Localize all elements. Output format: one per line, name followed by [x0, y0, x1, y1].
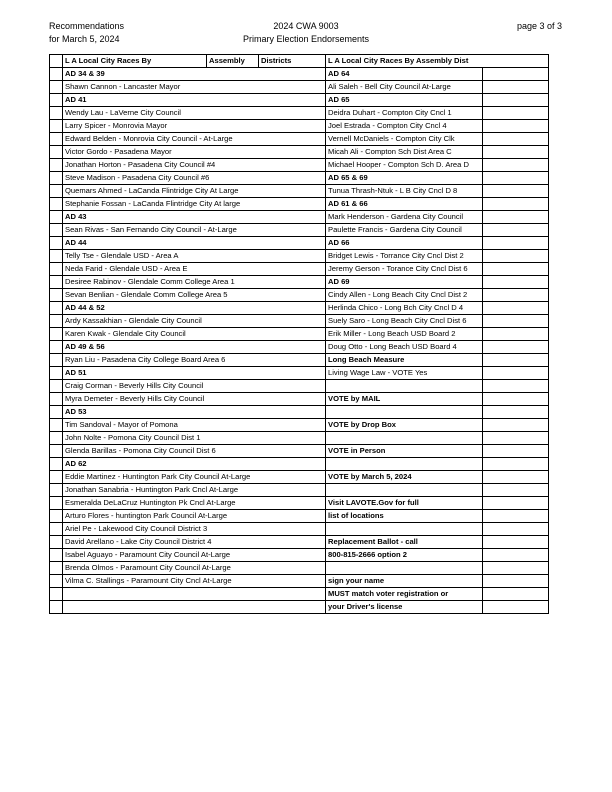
right-extra-cell	[483, 328, 549, 341]
index-cell	[50, 211, 63, 224]
right-extra-cell	[483, 497, 549, 510]
right-extra-cell	[483, 419, 549, 432]
right-extra-cell	[483, 250, 549, 263]
index-cell	[50, 497, 63, 510]
right-entry-cell	[326, 523, 483, 536]
right-entry-cell: Replacement Ballot - call	[326, 536, 483, 549]
table-row	[50, 224, 549, 237]
left-entry-cell: AD 49 & 56	[63, 341, 326, 354]
right-extra-cell	[483, 263, 549, 276]
table-row	[50, 237, 549, 250]
left-entry-cell: David Arellano - Lake City Council District 4	[63, 536, 326, 549]
table-row	[50, 133, 549, 146]
left-entry-cell: Telly Tse - Glendale USD - Area A	[63, 250, 326, 263]
left-entry-cell: AD 44 & 52	[63, 302, 326, 315]
left-entry-cell: Jonathan Horton - Pasadena City Council #4	[63, 159, 326, 172]
left-entry-cell: Larry Spicer - Monrovia Mayor	[63, 120, 326, 133]
index-cell	[50, 120, 63, 133]
table-row	[50, 107, 549, 120]
table-row	[50, 315, 549, 328]
right-extra-cell	[483, 81, 549, 94]
table-row	[50, 445, 549, 458]
header-center	[232, 20, 380, 46]
right-entry-cell	[326, 562, 483, 575]
table-row	[50, 471, 549, 484]
index-cell	[50, 237, 63, 250]
right-entry-cell: Vernell McDaniels - Compton City Clk	[326, 133, 483, 146]
right-entry-cell: VOTE by March 5, 2024	[326, 471, 483, 484]
right-entry-cell: Joel Estrada - Compton City Cncl 4	[326, 120, 483, 133]
right-extra-cell	[483, 354, 549, 367]
right-entry-cell: AD 66	[326, 237, 483, 250]
left-entry-cell: Sevan Benlian - Glendale Comm College Area 5	[63, 289, 326, 302]
right-entry-cell: MUST match voter registration or	[326, 588, 483, 601]
table-row	[50, 588, 549, 601]
right-extra-cell	[483, 107, 549, 120]
index-cell	[50, 549, 63, 562]
left-column-header: L A Local City Races By	[63, 55, 207, 68]
index-cell	[50, 133, 63, 146]
index-cell	[50, 367, 63, 380]
right-extra-cell	[483, 484, 549, 497]
index-cell	[50, 588, 63, 601]
election-date-label: for March 5, 2024	[49, 34, 120, 44]
right-extra-cell	[483, 393, 549, 406]
right-extra-cell	[483, 549, 549, 562]
right-extra-cell	[483, 432, 549, 445]
left-entry-cell: Quemars Ahmed - LaCanda Flintridge City At Large	[63, 185, 326, 198]
table-row	[50, 276, 549, 289]
left-entry-cell: Esmeralda DeLaCruz Huntington Pk Cncl At-Large	[63, 497, 326, 510]
right-entry-cell: Herlinda Chico - Long Bch City Cncl D 4	[326, 302, 483, 315]
index-cell	[50, 419, 63, 432]
table-row	[50, 419, 549, 432]
index-cell	[50, 432, 63, 445]
right-entry-cell: Michael Hooper - Compton Sch D. Area D	[326, 159, 483, 172]
right-extra-cell	[483, 588, 549, 601]
right-entry-cell: AD 65 & 69	[326, 172, 483, 185]
left-entry-cell	[63, 601, 326, 614]
table-row	[50, 211, 549, 224]
right-entry-cell: AD 61 & 66	[326, 198, 483, 211]
right-entry-cell: AD 64	[326, 68, 483, 81]
table-row	[50, 562, 549, 575]
right-entry-cell: Micah Ali - Compton Sch Dist Area C	[326, 146, 483, 159]
left-entry-cell: Victor Gordo - Pasadena Mayor	[63, 146, 326, 159]
table-row	[50, 94, 549, 107]
right-extra-cell	[483, 276, 549, 289]
table-row	[50, 575, 549, 588]
header-left	[49, 20, 124, 46]
right-entry-cell: Jeremy Gerson - Torance City Cncl Dist 6	[326, 263, 483, 276]
index-cell	[50, 276, 63, 289]
table-row	[50, 536, 549, 549]
right-entry-cell: Paulette Francis - Gardena City Council	[326, 224, 483, 237]
right-extra-cell	[483, 367, 549, 380]
left-entry-cell: Ardy Kassakhian - Glendale City Council	[63, 315, 326, 328]
left-entry-cell: Sean Rivas - San Fernando City Council - At-Large	[63, 224, 326, 237]
table-row	[50, 523, 549, 536]
index-cell	[50, 393, 63, 406]
right-entry-cell: Cindy Allen - Long Beach City Cncl Dist 2	[326, 289, 483, 302]
index-cell	[50, 458, 63, 471]
right-column-header: L A Local City Races By Assembly Dist	[326, 55, 549, 68]
right-extra-cell	[483, 172, 549, 185]
right-extra-cell	[483, 94, 549, 107]
right-entry-cell	[326, 406, 483, 419]
right-extra-cell	[483, 510, 549, 523]
left-entry-cell: Karen Kwak - Glendale City Council	[63, 328, 326, 341]
right-entry-cell: VOTE in Person	[326, 445, 483, 458]
left-entry-cell: AD 44	[63, 237, 326, 250]
left-entry-cell: Myra Demeter - Beverly Hills City Council	[63, 393, 326, 406]
index-cell	[50, 380, 63, 393]
table-row	[50, 68, 549, 81]
left-entry-cell: Craig Corman - Beverly Hills City Council	[63, 380, 326, 393]
table-row	[50, 484, 549, 497]
table-row	[50, 81, 549, 94]
left-entry-cell: Eddie Martinez - Huntington Park City Council At-Large	[63, 471, 326, 484]
right-entry-cell: Visit LAVOTE.Gov for full	[326, 497, 483, 510]
right-entry-cell: sign your name	[326, 575, 483, 588]
endorsements-table	[49, 54, 549, 614]
index-cell	[50, 302, 63, 315]
left-entry-cell: Desiree Rabinov - Glendale Comm College Area 1	[63, 276, 326, 289]
right-entry-cell: AD 65	[326, 94, 483, 107]
document-subtitle: Primary Election Endorsements	[242, 34, 370, 44]
left-entry-cell: Steve Madison - Pasadena City Council #6	[63, 172, 326, 185]
index-cell	[50, 198, 63, 211]
left-entry-cell: Wendy Lau - LaVerne City Council	[63, 107, 326, 120]
right-extra-cell	[483, 341, 549, 354]
right-entry-cell: VOTE by Drop Box	[326, 419, 483, 432]
table-row	[50, 497, 549, 510]
left-entry-cell: Arturo Flores - huntington Park Council At-Large	[63, 510, 326, 523]
right-entry-cell: Bridget Lewis - Torrance City Cncl Dist 2	[326, 250, 483, 263]
right-extra-cell	[483, 562, 549, 575]
table-row	[50, 601, 549, 614]
document-title: 2024 CWA 9003	[273, 21, 339, 31]
index-cell	[50, 68, 63, 81]
right-extra-cell	[483, 471, 549, 484]
index-cell	[50, 224, 63, 237]
assembly-column-header: Assembly	[207, 55, 259, 68]
endorsements-table-body	[50, 55, 549, 614]
left-entry-cell: Edward Belden - Monrovia City Council - At-Large	[63, 133, 326, 146]
left-entry-cell: AD 34 & 39	[63, 68, 326, 81]
left-entry-cell: John Nolte - Pomona City Council Dist 1	[63, 432, 326, 445]
left-entry-cell: Jonathan Sanabria - Huntington Park Cncl At-Large	[63, 484, 326, 497]
right-entry-cell	[326, 458, 483, 471]
left-entry-cell: Shawn Cannon - Lancaster Mayor	[63, 81, 326, 94]
left-entry-cell	[63, 588, 326, 601]
index-cell	[50, 159, 63, 172]
left-entry-cell: Ryan Liu - Pasadena City College Board Area 6	[63, 354, 326, 367]
left-entry-cell: Vilma C. Stallings - Paramount City Cncl At-Large	[63, 575, 326, 588]
table-row	[50, 341, 549, 354]
left-entry-cell: Isabel Aguayo - Paramount City Council At-Large	[63, 549, 326, 562]
right-extra-cell	[483, 380, 549, 393]
right-entry-cell: Ali Saleh - Bell City Council At-Large	[326, 81, 483, 94]
right-entry-cell: VOTE by MAIL	[326, 393, 483, 406]
table-row	[50, 367, 549, 380]
right-entry-cell	[326, 484, 483, 497]
index-cell	[50, 94, 63, 107]
table-row	[50, 458, 549, 471]
right-entry-cell: Tunua Thrash-Ntuk - L B City Cncl D 8	[326, 185, 483, 198]
right-extra-cell	[483, 575, 549, 588]
index-cell	[50, 172, 63, 185]
index-cell	[50, 146, 63, 159]
index-cell	[50, 354, 63, 367]
left-entry-cell: AD 62	[63, 458, 326, 471]
left-entry-cell: AD 41	[63, 94, 326, 107]
index-cell	[50, 185, 63, 198]
right-extra-cell	[483, 458, 549, 471]
index-cell	[50, 575, 63, 588]
index-cell	[50, 406, 63, 419]
right-extra-cell	[483, 224, 549, 237]
right-extra-cell	[483, 289, 549, 302]
right-extra-cell	[483, 68, 549, 81]
right-extra-cell	[483, 536, 549, 549]
right-extra-cell	[483, 523, 549, 536]
right-entry-cell: 800-815-2666 option 2	[326, 549, 483, 562]
table-row	[50, 406, 549, 419]
right-extra-cell	[483, 445, 549, 458]
districts-column-header: Districts	[259, 55, 326, 68]
right-extra-cell	[483, 185, 549, 198]
index-cell	[50, 510, 63, 523]
right-entry-cell: Long Beach Measure	[326, 354, 483, 367]
left-entry-cell: Glenda Barillas - Pomona City Council Dist 6	[63, 445, 326, 458]
left-entry-cell: Tim Sandoval - Mayor of Pomona	[63, 419, 326, 432]
index-cell	[50, 601, 63, 614]
left-entry-cell: Stephanie Fossan - LaCanda Flintridge City At large	[63, 198, 326, 211]
left-entry-cell: AD 51	[63, 367, 326, 380]
right-entry-cell: list of locations	[326, 510, 483, 523]
table-row	[50, 354, 549, 367]
table-row	[50, 146, 549, 159]
left-entry-cell: Neda Farid - Glendale USD - Area E	[63, 263, 326, 276]
table-row	[50, 159, 549, 172]
table-row	[50, 198, 549, 211]
table-row	[50, 510, 549, 523]
right-entry-cell: Living Wage Law - VOTE Yes	[326, 367, 483, 380]
index-cell	[50, 471, 63, 484]
index-cell	[50, 289, 63, 302]
right-extra-cell	[483, 315, 549, 328]
right-entry-cell: Suely Saro - Long Beach City Cncl Dist 6	[326, 315, 483, 328]
table-row	[50, 380, 549, 393]
table-row	[50, 432, 549, 445]
right-entry-cell: your Driver's license	[326, 601, 483, 614]
table-row	[50, 549, 549, 562]
right-extra-cell	[483, 302, 549, 315]
right-entry-cell: AD 69	[326, 276, 483, 289]
index-cell	[50, 536, 63, 549]
left-entry-cell: Ariel Pe - Lakewood City Council District 3	[63, 523, 326, 536]
index-cell	[50, 341, 63, 354]
right-extra-cell	[483, 120, 549, 133]
right-entry-cell: Doug Otto - Long Beach USD Board 4	[326, 341, 483, 354]
index-cell	[50, 250, 63, 263]
index-cell	[50, 523, 63, 536]
table-row	[50, 302, 549, 315]
left-entry-cell: AD 53	[63, 406, 326, 419]
table-row	[50, 120, 549, 133]
left-entry-cell: AD 43	[63, 211, 326, 224]
table-row	[50, 263, 549, 276]
table-row	[50, 172, 549, 185]
right-extra-cell	[483, 237, 549, 250]
index-cell	[50, 81, 63, 94]
table-row	[50, 185, 549, 198]
index-cell	[50, 55, 63, 68]
right-extra-cell	[483, 211, 549, 224]
table-row	[50, 250, 549, 263]
index-cell	[50, 315, 63, 328]
right-extra-cell	[483, 133, 549, 146]
right-extra-cell	[483, 406, 549, 419]
index-cell	[50, 107, 63, 120]
right-entry-cell: Erik Miller - Long Beach USD Board 2	[326, 328, 483, 341]
right-extra-cell	[483, 146, 549, 159]
right-extra-cell	[483, 198, 549, 211]
right-extra-cell	[483, 159, 549, 172]
right-entry-cell: Deidra Duhart - Compton City Cncl 1	[326, 107, 483, 120]
table-row	[50, 393, 549, 406]
index-cell	[50, 562, 63, 575]
index-cell	[50, 445, 63, 458]
right-extra-cell	[483, 601, 549, 614]
right-entry-cell	[326, 380, 483, 393]
table-row	[50, 289, 549, 302]
index-cell	[50, 484, 63, 497]
page-number: page 3 of 3	[516, 21, 562, 31]
recommendations-label: Recommendations	[49, 21, 125, 31]
right-entry-cell: Mark Henderson - Gardena City Council	[326, 211, 483, 224]
right-entry-cell	[326, 432, 483, 445]
index-cell	[50, 328, 63, 341]
left-entry-cell: Brenda Olmos - Paramount City Council At-Large	[63, 562, 326, 575]
table-row	[50, 328, 549, 341]
table-header-row	[50, 55, 549, 68]
index-cell	[50, 263, 63, 276]
